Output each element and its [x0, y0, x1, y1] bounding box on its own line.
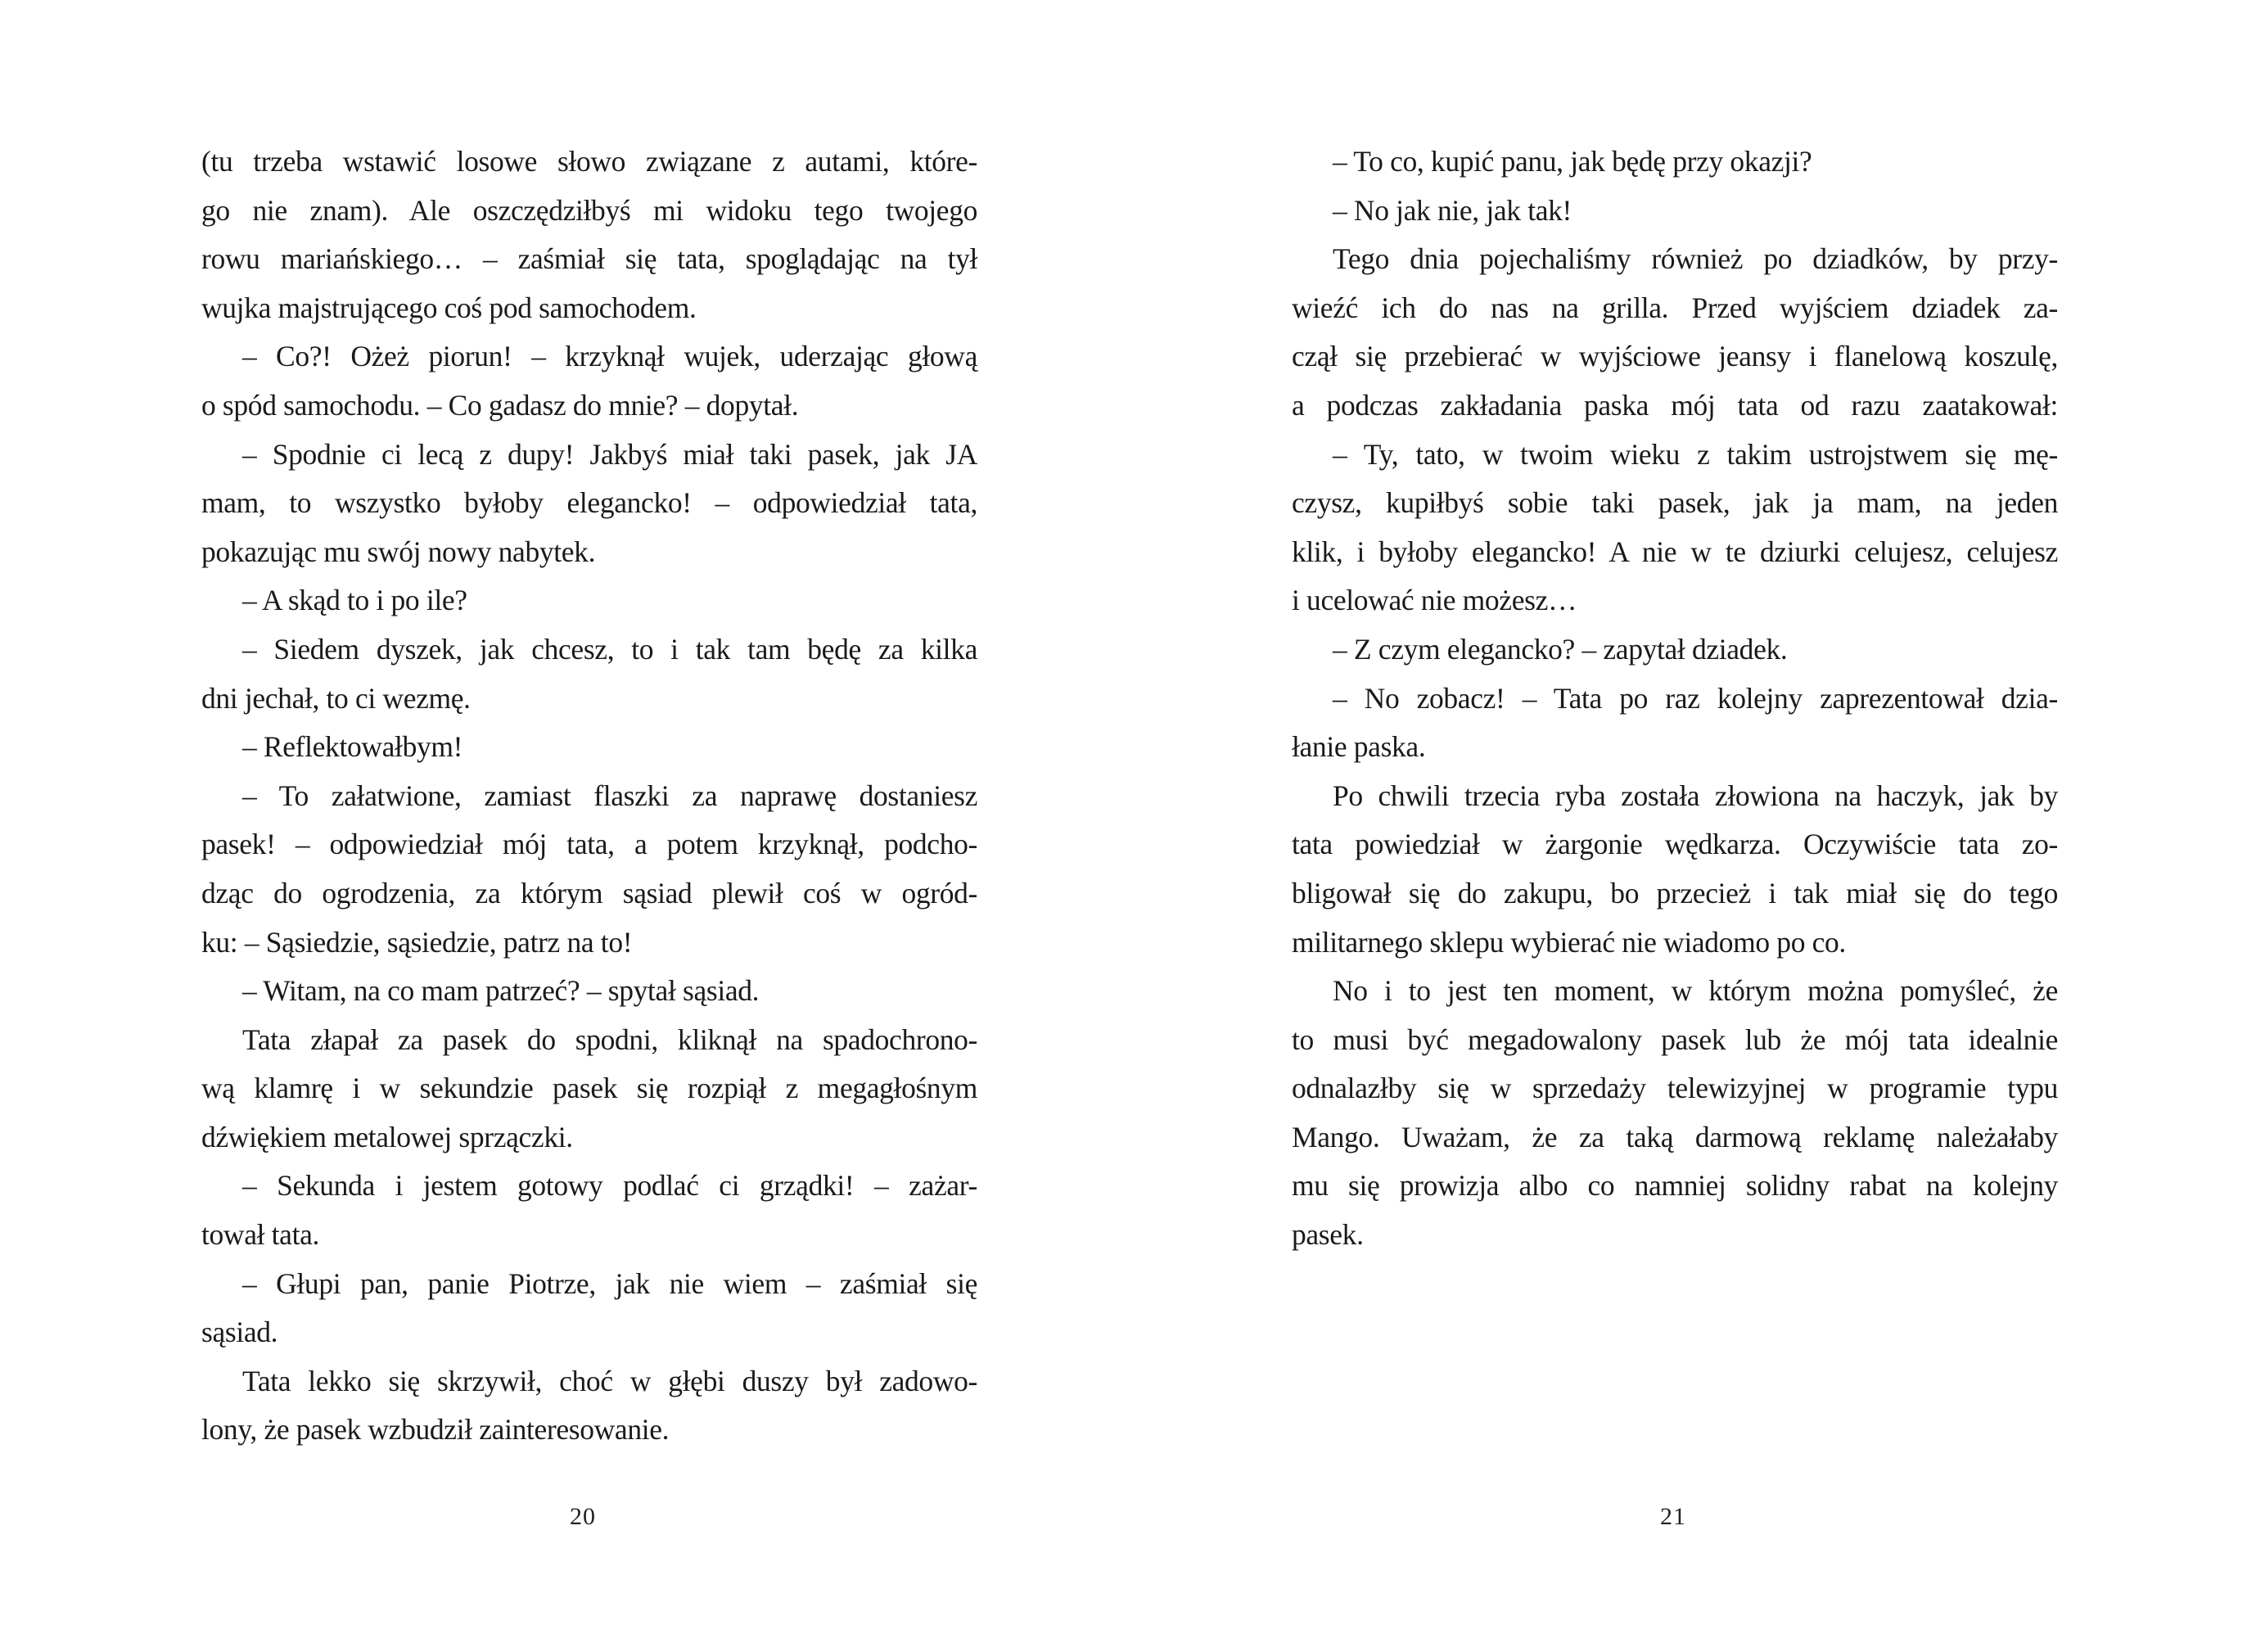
text-line: odnalazłby się w sprzedaży telewizyjnej w programie typu: [1292, 1072, 2058, 1105]
text-line: łanie paska.: [1292, 730, 1426, 764]
text-line: i ucelować nie możesz…: [1292, 584, 1577, 617]
text-line: tata powiedział w żargonie wędkarza. Oczywiście tata zo-: [1292, 828, 2058, 861]
text-line: sąsiad.: [201, 1316, 278, 1349]
text-line: klik, i byłoby elegancko! A nie w te dziurki celujesz, celujesz: [1292, 535, 2058, 568]
text-line: – No jak nie, jak tak!: [1333, 193, 1572, 227]
text-line: Tego dnia pojechaliśmy również po dziadków, by przy-: [1333, 242, 2058, 276]
text-line: – No zobacz! – Tata po raz kolejny zaprezentował dzia-: [1333, 681, 2058, 715]
text-line: wą klamrę i w sekundzie pasek się rozpiął z megagłośnym: [201, 1072, 977, 1105]
text-line: czysz, kupiłbyś sobie taki pasek, jak ja mam, na jeden: [1292, 486, 2058, 520]
text-line: pasek.: [1292, 1218, 1364, 1252]
text-line: dząc do ogrodzenia, za którym sąsiad plewił coś w ogród-: [201, 876, 977, 910]
text-line: No i to jest ten moment, w którym można pomyśleć, że: [1333, 974, 2058, 1008]
text-line: wujka majstrującego coś pod samochodem.: [201, 291, 697, 324]
text-line: – To co, kupić panu, jak będę przy okazji?: [1333, 145, 1812, 178]
text-line: – Sekunda i jestem gotowy podlać ci grządki! – zażar-: [242, 1169, 977, 1203]
right-page: [1128, 0, 2256, 1652]
text-line: Po chwili trzecia ryba została złowiona na haczyk, jak by: [1333, 779, 2058, 812]
text-line: Tata lekko się skrzywił, choć w głębi duszy był zadowo-: [242, 1364, 977, 1397]
text-line: – Reflektowałbym!: [242, 730, 463, 764]
text-line: – Z czym elegancko? – zapytał dziadek.: [1333, 632, 1788, 666]
right-page-number: 21: [1660, 1503, 1686, 1530]
text-line: – Ty, tato, w twoim wieku z takim ustrojstwem się mę-: [1333, 437, 2058, 471]
text-line: pokazując mu swój nowy nabytek.: [201, 535, 596, 568]
text-line: lony, że pasek wzbudził zainteresowanie.: [201, 1413, 670, 1447]
left-page-number: 20: [570, 1503, 596, 1530]
right-page-text: [1292, 138, 2058, 1260]
text-line: – Co?! Ożeż piorun! – krzyknął wujek, uderzając głową: [242, 340, 977, 373]
text-line: pasek! – odpowiedział mój tata, a potem krzyknął, podcho-: [201, 828, 977, 861]
text-line: czął się przebierać w wyjściowe jeansy i flanelową koszulę,: [1292, 340, 2058, 373]
text-line: mam, to wszystko byłoby elegancko! – odpowiedział tata,: [201, 486, 977, 520]
text-line: militarnego sklepu wybierać nie wiadomo po co.: [1292, 925, 1846, 959]
text-line: dźwiękiem metalowej sprzączki.: [201, 1120, 573, 1153]
text-line: bligował się do zakupu, bo przecież i tak miał się do tego: [1292, 876, 2058, 910]
text-line: to musi być megadowalony pasek lub że mój tata idealnie: [1292, 1022, 2058, 1056]
text-line: – To załatwione, zamiast flaszki za naprawę dostaniesz: [242, 779, 977, 812]
text-line: wieźć ich do nas na grilla. Przed wyjściem dziadek za-: [1292, 291, 2058, 324]
text-line: Tata złapał za pasek do spodni, kliknął na spadochrono-: [242, 1022, 977, 1056]
text-line: dni jechał, to ci wezmę.: [201, 681, 471, 715]
text-line: – Siedem dyszek, jak chcesz, to i tak tam będę za kilka: [242, 632, 977, 666]
text-line: Mango. Uważam, że za taką darmową reklamę należałaby: [1292, 1120, 2058, 1153]
text-line: – Witam, na co mam patrzeć? – spytał sąsiad.: [242, 974, 760, 1008]
text-line: a podczas zakładania paska mój tata od razu zaatakował:: [1292, 388, 2058, 422]
text-line: tował tata.: [201, 1218, 320, 1252]
text-line: o spód samochodu. – Co gadasz do mnie? – dopytał.: [201, 388, 799, 422]
text-line: – Głupi pan, panie Piotrze, jak nie wiem – zaśmiał się: [242, 1266, 977, 1300]
text-line: rowu mariańskiego… – zaśmiał się tata, spoglądając na tył: [201, 242, 977, 276]
text-line: go nie znam). Ale oszczędziłbyś mi widoku tego twojego: [201, 193, 977, 227]
text-line: mu się prowizja albo co namniej solidny rabat na kolejny: [1292, 1169, 2058, 1203]
text-line: ku: – Sąsiedzie, sąsiedzie, patrz na to!: [201, 925, 633, 959]
left-page-text: [201, 138, 977, 1455]
text-line: – A skąd to i po ile?: [242, 584, 467, 617]
text-line: (tu trzeba wstawić losowe słowo związane z autami, które-: [201, 145, 977, 178]
text-line: – Spodnie ci lecą z dupy! Jakbyś miał taki pasek, jak JA: [242, 437, 977, 471]
